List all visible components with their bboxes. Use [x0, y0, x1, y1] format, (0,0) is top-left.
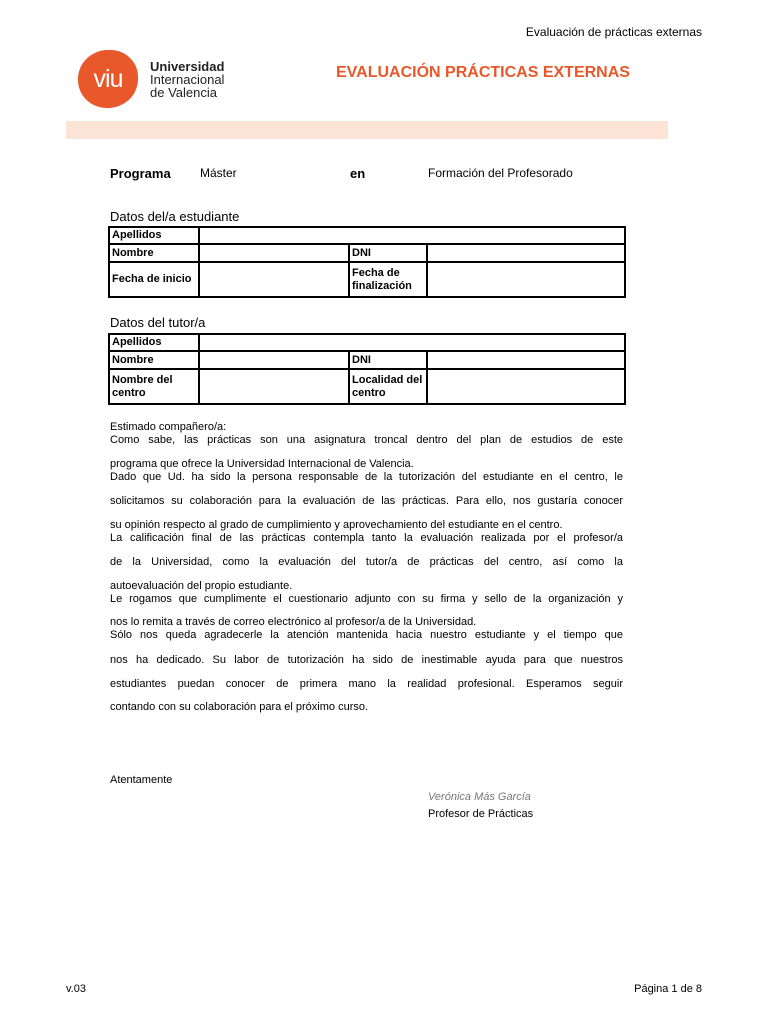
letter-line-12: nos ha dedicado. Su labor de tutorización ha sido de inestimable ayuda para que nuestros: [110, 654, 623, 666]
letter-greeting: Estimado compañero/a:: [110, 421, 227, 433]
tutor-apellidos-label: Apellidos: [109, 334, 199, 351]
program-label: Programa: [110, 166, 171, 181]
footer-version: v.03: [66, 983, 86, 995]
program-connector: en: [350, 166, 366, 181]
student-dni-field[interactable]: [427, 244, 625, 262]
student-dni-label: DNI: [349, 244, 427, 262]
tutor-nombre-field[interactable]: [199, 351, 349, 369]
letter-line-10: nos lo remita a través de correo electrónico al profesor/a de la Universidad.: [110, 616, 477, 628]
student-fecha-inicio-label: Fecha de inicio: [109, 262, 199, 297]
student-nombre-label: Nombre: [109, 244, 199, 262]
running-header: Evaluación de prácticas externas: [525, 25, 702, 39]
letter-line-14: contando con su colaboración para el próximo curso.: [110, 701, 369, 713]
tutor-localidad-label: [349, 369, 427, 404]
tutor-table: [108, 333, 626, 405]
program-value-2: Formación del Profesorado: [428, 166, 573, 180]
letter-line-13: estudiantes puedan conocer de primera mano la realidad profesional. Esperamos seguir: [110, 678, 623, 690]
footer-page-number: Página 1 de 8: [634, 983, 702, 995]
tutor-centro-line-1: Nombre del: [112, 373, 173, 386]
document-title: EVALUACIÓN PRÁCTICAS EXTERNAS: [336, 64, 630, 81]
student-fecha-fin-line-1: Fecha de: [352, 266, 400, 279]
letter-line-3: Dado que Ud. ha sido la persona responsable de la tutorización del estudiante en el centro, le: [110, 471, 623, 483]
letter-closing: Atentamente: [110, 774, 173, 786]
letter-line-8: autoevaluación del propio estudiante.: [110, 580, 293, 592]
tutor-dni-field[interactable]: [427, 351, 625, 369]
letter-line-5: su opinión respecto al grado de cumplimiento y aprovechamiento del estudiante en el centro.: [110, 519, 563, 531]
student-section-heading: Datos del/a estudiante: [110, 209, 240, 224]
tutor-localidad-field[interactable]: [427, 369, 625, 404]
tutor-centro-line-2: centro: [112, 386, 146, 399]
student-fecha-fin-label: [349, 262, 427, 297]
letter-line-7: de la Universidad, como la evaluación del tutor/a de prácticas del centro, así como la: [110, 556, 623, 568]
letter-line-6: La calificación final de las prácticas contempla tanto la evaluación realizada por el profesor/a: [110, 532, 623, 544]
tutor-section-heading: Datos del tutor/a: [110, 315, 206, 330]
letter-line-4: solicitamos su colaboración para la evaluación de las prácticas. Para ello, nos gustaría conocer: [110, 495, 623, 507]
logo-line-2: Internacional: [150, 72, 225, 87]
student-apellidos-field[interactable]: [199, 227, 625, 244]
letter-line-1: Como sabe, las prácticas son una asignatura troncal dentro del plan de estudios de este: [110, 434, 623, 446]
letter-line-9: Le rogamos que cumplimente el cuestionario adjunto con su firma y sello de la organización y: [110, 593, 623, 605]
tutor-dni-label: DNI: [349, 351, 427, 369]
signer-role: Profesor de Prácticas: [428, 808, 534, 820]
tutor-centro-label: [109, 369, 199, 404]
logo-line-1: Universidad: [150, 59, 225, 74]
logo-line-3: de Valencia: [150, 85, 217, 100]
student-fecha-fin-field[interactable]: [427, 262, 625, 297]
logo-wordmark: [150, 60, 224, 99]
letter-line-2: programa que ofrece la Universidad Internacional de Valencia.: [110, 458, 414, 470]
student-fecha-inicio-field[interactable]: [199, 262, 349, 297]
university-logo: [78, 50, 238, 110]
student-fecha-fin-line-2: finalización: [352, 279, 412, 292]
title-band: [66, 121, 668, 139]
signer-name: Verónica Más García: [428, 791, 531, 803]
logo-mark: viu: [78, 50, 138, 108]
program-value-1: Máster: [200, 166, 237, 180]
tutor-localidad-line-1: Localidad del: [352, 373, 423, 386]
student-nombre-field[interactable]: [199, 244, 349, 262]
letter-line-11: Sólo nos queda agradecerle la atención mantenida hacia nuestro estudiante y el tiempo que: [110, 629, 623, 641]
student-table: [108, 226, 626, 298]
tutor-nombre-label: Nombre: [109, 351, 199, 369]
student-apellidos-label: Apellidos: [109, 227, 199, 244]
tutor-apellidos-field[interactable]: [199, 334, 625, 351]
tutor-localidad-line-2: centro: [352, 386, 386, 399]
tutor-centro-field[interactable]: [199, 369, 349, 404]
